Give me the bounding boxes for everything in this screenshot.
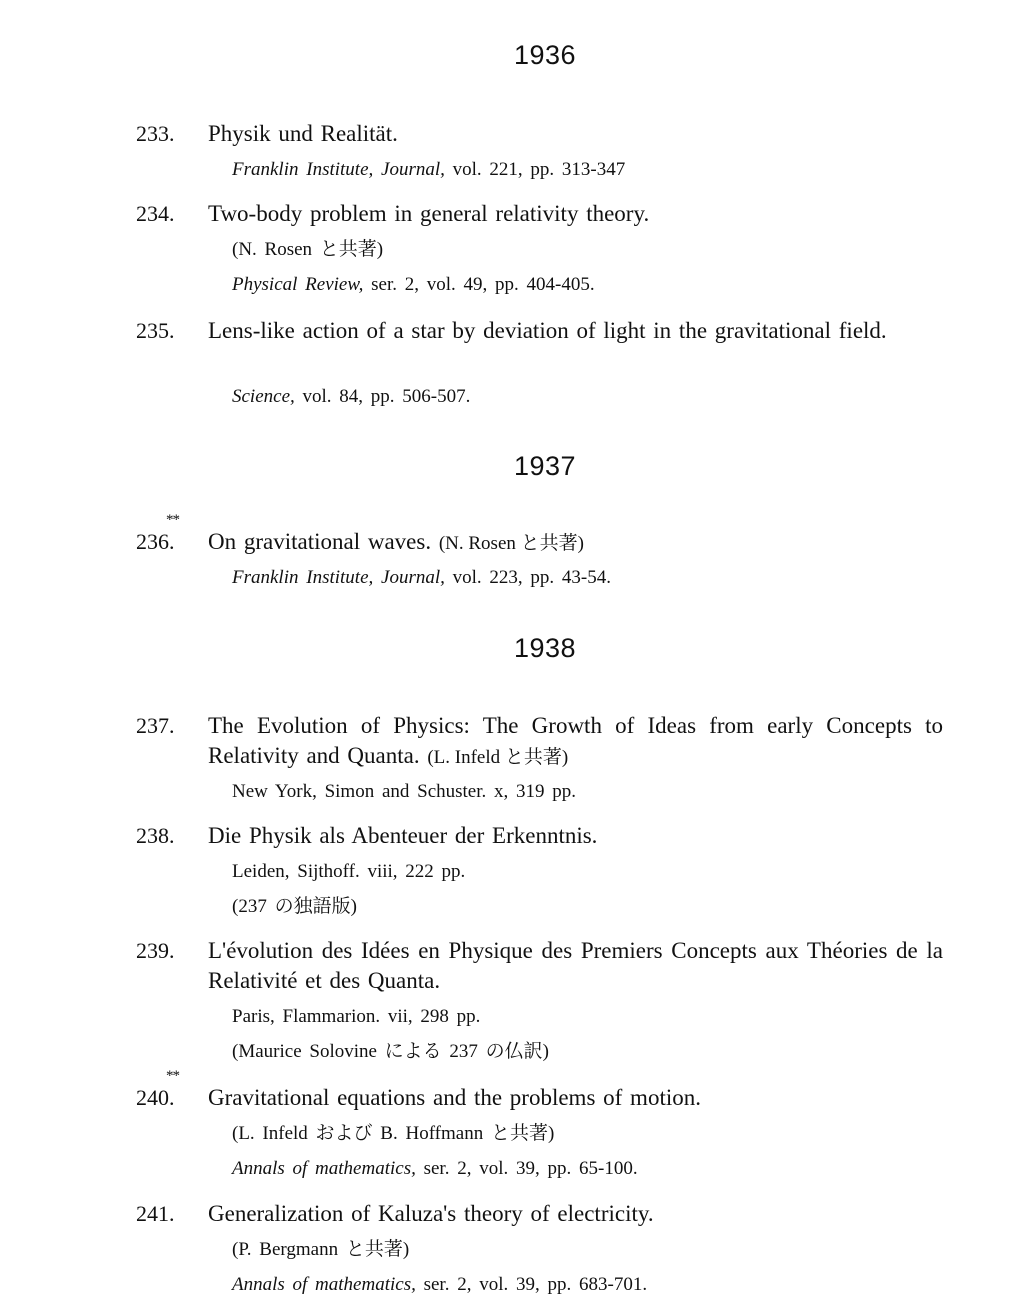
significance-stars: ** (166, 512, 179, 528)
entry-translation-note: (Maurice Solovine による 237 の仏訳) (232, 1041, 550, 1062)
citation-detail: vol. 221, pp. 313-347 (452, 159, 626, 180)
year-heading-1938: 1938 (513, 633, 577, 663)
entry-number: 233. (136, 121, 175, 146)
entry-number: 235. (136, 318, 175, 343)
entry-title: L'évolution des Idées en Physique des Premiers Concepts aux Théories de la Relativité et des Quanta. (208, 938, 943, 993)
entry-title (208, 527, 943, 559)
journal-name: Science, (232, 386, 295, 407)
entry-publisher: Paris, Flammarion. vii, 298 pp. (232, 1006, 481, 1027)
journal-name: Franklin Institute, Journal, (232, 159, 445, 180)
entry-number: 241. (136, 1201, 175, 1226)
journal-name: Annals of mathematics, (232, 1158, 416, 1179)
entry-citation (232, 565, 942, 591)
year-heading-1937: 1937 (513, 451, 577, 481)
entry-title-text: On gravitational waves. (208, 529, 432, 554)
journal-name: Physical Review, (232, 274, 364, 295)
entry-citation (232, 384, 942, 410)
citation-detail: ser. 2, vol. 49, pp. 404-405. (371, 274, 595, 295)
entry-citation (232, 1272, 942, 1298)
entry-translation-note: (237 の独語版) (232, 896, 357, 917)
entry-publisher: Leiden, Sijthoff. viii, 222 pp. (232, 861, 466, 882)
entry-citation (232, 157, 942, 183)
entry-coauthor-note: (L. Infeld と共著) (427, 747, 569, 768)
entry-title: Physik und Realität. (208, 121, 398, 146)
entry-title: Gravitational equations and the problems of motion. (208, 1085, 701, 1110)
entry-citation (232, 1156, 942, 1182)
year-heading-1936: 1936 (513, 40, 577, 70)
entry-publisher: New York, Simon and Schuster. x, 319 pp. (232, 781, 577, 802)
entry-title: Lens-like action of a star by deviation of light in the gravitational field. (208, 318, 887, 343)
entry-number: 239. (136, 938, 175, 963)
entry-coauthor-note: (N. Rosen と共著) (438, 533, 584, 554)
entry-title: Two-body problem in general relativity theory. (208, 201, 650, 226)
citation-detail: vol. 84, pp. 506-507. (302, 386, 471, 407)
entry-coauthor-note: (P. Bergmann と共著) (232, 1239, 410, 1260)
journal-name: Franklin Institute, Journal, (232, 567, 445, 588)
entry-number: 237. (136, 713, 175, 738)
entry-coauthor-note: (L. Infeld および B. Hoffmann と共著) (232, 1123, 555, 1144)
citation-detail: ser. 2, vol. 39, pp. 683-701. (423, 1274, 648, 1295)
citation-detail: vol. 223, pp. 43-54. (452, 567, 611, 588)
entry-title-text: The Evolution of Physics: The Growth of Ideas from early Concepts to Relativity and Quanta. (208, 713, 943, 768)
significance-stars: ** (166, 1068, 179, 1084)
entry-title (208, 711, 943, 773)
entry-title: Die Physik als Abenteuer der Erkenntnis. (208, 823, 598, 848)
entry-number: 240. (136, 1085, 175, 1110)
entry-number: 238. (136, 823, 175, 848)
journal-name: Annals of mathematics, (232, 1274, 416, 1295)
entry-coauthor-note: (N. Rosen と共著) (232, 239, 384, 260)
entry-number: 234. (136, 201, 175, 226)
citation-detail: ser. 2, vol. 39, pp. 65-100. (423, 1158, 638, 1179)
entry-title: Generalization of Kaluza's theory of electricity. (208, 1201, 654, 1226)
entry-number: 236. (136, 529, 175, 554)
entry-citation (232, 272, 942, 298)
